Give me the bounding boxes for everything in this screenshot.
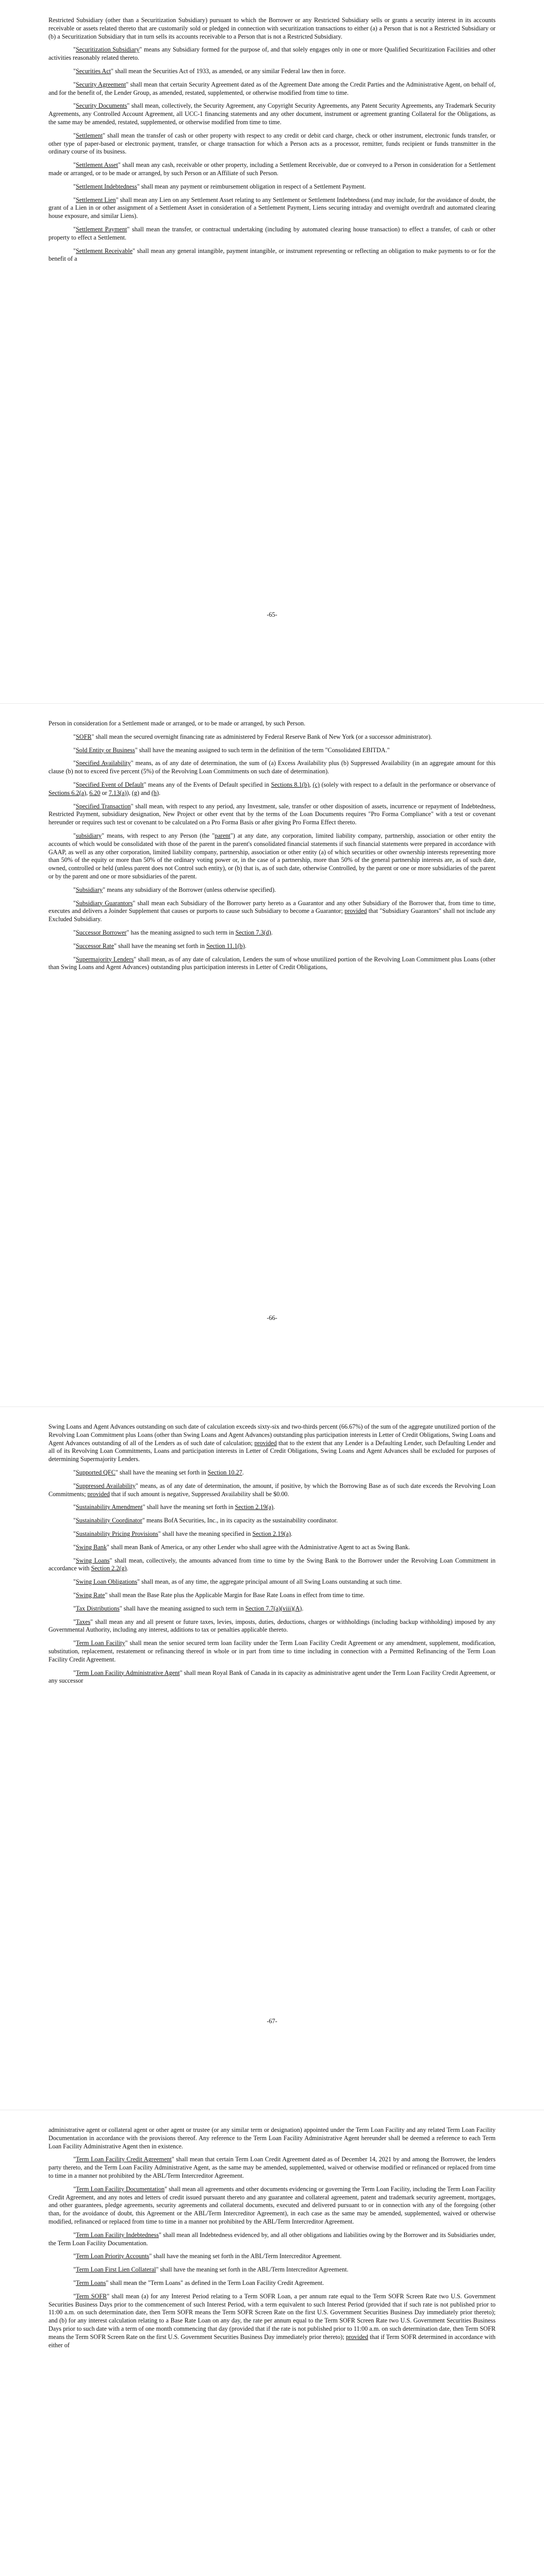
underlined-term: provided — [344, 907, 367, 915]
paragraph-text: " — [73, 196, 76, 204]
underlined-term: 7.13(a) — [108, 789, 127, 796]
paragraph-text: " shall mean, as of any date of calculation, Lenders the sum of whose unutilized portion of the Revolving Loan Commitment plus Loans (other than Swing Loans and Agent Advances) outstanding plus participation interests in Letter of Credit Obligations, — [48, 955, 496, 971]
paragraph-text: " shall mean, with respect to any period, any Investment, sale, transfer or other disposition of assets, incurrence or repayment of Indebtedness, Restricted Payment, subsidiary designation, New Project or other event that by the terms of the Loan Documents requires "Pro Forma Compliance" with a test or covenant hereunder or requires such test or covenant to be calculated on a Pro Forma Basis or after giving Pro Forma Effect thereto. — [48, 802, 496, 826]
paragraph-text: " shall mean the "Term Loans" as defined in the Term Loan Facility Credit Agreement. — [106, 2279, 324, 2286]
paragraph-text: " means any subsidiary of the Borrower (unless otherwise specified). — [103, 886, 276, 893]
paragraph-text: ") at any date, any corporation, limited liability company, partnership, association or other entity the accounts of which would be consolidated with those of the parent in the parent's consolidated financial statements if such financial statements were prepared in accordance with GAAP, as well as any other corporation, limited liability company, partnership, association or other entity (a) of which securities or other ownership interests representing more than 50% of the equity or more than 50% of the ordinary voting power or, in the case of a partnership, more than 50% of the general partnership interests are, as of such date, owned, controlled or held (unless parent does not Control such entity), or (b) that is, as of such date, otherwise Controlled, by the parent or one or more subsidiaries of the parent or by the parent and one or more subsidiaries of the parent. — [48, 832, 496, 880]
definition-paragraph — [48, 2156, 496, 2180]
definition-paragraph — [48, 196, 496, 221]
definition-paragraph — [48, 803, 496, 827]
definition-paragraph — [48, 102, 496, 126]
paragraph-text: " shall have the meaning assigned to such term in — [119, 1604, 245, 1612]
underlined-term: Settlement Lien — [75, 196, 116, 204]
definition-paragraph — [48, 247, 496, 264]
paragraph-text: " — [73, 1669, 76, 1676]
definition-paragraph — [48, 747, 496, 755]
paragraph-text: administrative agent or collateral agent or other agent or trustee (or any similar term or designation) appointed under the Term Loan Facility and any related Term Loan Facility Documentation in accordance with the provisions thereof. Any reference to the Term Loan Facility Administrative Agent hereunder shall be deemed a reference to each Term Loan Facility Administrative Agent then in existence. — [48, 2126, 496, 2150]
definition-paragraph — [48, 1482, 496, 1499]
underlined-term: Security Agreement — [75, 80, 126, 88]
paragraph-text: " — [73, 955, 76, 963]
definition-paragraph — [48, 1578, 496, 1586]
underlined-term: parent — [215, 832, 230, 839]
paragraph-text: " shall have the meaning specified in — [158, 1530, 253, 1537]
underlined-term: Settlement Asset — [75, 161, 118, 169]
underlined-term: Subsidiary — [75, 886, 103, 893]
paragraph-text: " — [73, 2231, 76, 2239]
paragraph-text: " shall mean all Indebtedness evidenced by, and all other obligations and liabilities owing by the Borrower and its Subsidiaries under, the Term Loan Facility Documentation. — [48, 2231, 496, 2247]
paragraph-text: that if Term SOFR determined in accordance with either of — [48, 2333, 496, 2349]
underlined-term: Supermajority Lenders — [75, 955, 134, 963]
underlined-term: Settlement Payment — [75, 225, 127, 233]
paragraph-text: Swing Loans and Agent Advances outstanding on such date of calculation exceeds sixty-six and two-thirds percent (66.67%) of the sum of the aggregate unutilized portion of the Revolving Loan Commitment plus Loans (other than Swing Loans and Agent Advances) outstanding plus participation interests in Letter of Credit Obligations, Swing Loans and Agent Advances outstanding of all of the Lenders as of such date of calculation; — [48, 1423, 496, 1447]
paragraph-text: " — [73, 781, 76, 788]
underlined-term: Securitization Subsidiary — [75, 46, 140, 54]
paragraph-text: " — [73, 1468, 76, 1476]
definition-paragraph — [48, 16, 496, 41]
paragraph-text: " shall mean each Subsidiary of the Borrower party hereto as a Guarantor and any other Subsidiary of the Borrower that, from time to time, executes and delivers a Joinder Supplement that causes or purports to cause such Subsidiary to become a Guarantor; — [48, 899, 496, 915]
underlined-term: Term Loan Facility Documentation — [75, 2185, 165, 2193]
paragraph-text: " — [73, 1530, 76, 1537]
definition-paragraph — [48, 1517, 496, 1525]
paragraph-text: " — [73, 2292, 76, 2300]
definition-paragraph — [48, 1469, 496, 1477]
paragraph-text: " — [73, 1578, 76, 1586]
paragraph-text: " — [73, 1618, 76, 1625]
underlined-term: Securities Act — [75, 67, 111, 75]
underlined-term: provided — [87, 1490, 110, 1498]
paragraph-text: (solely with respect to a default in the performance or observance of — [319, 781, 496, 788]
underlined-term: Section 7.7(a)(viii)(A) — [245, 1604, 302, 1612]
page-body — [48, 16, 496, 268]
underlined-term: Sustainability Amendment — [75, 1503, 143, 1511]
underlined-term: Settlement — [75, 131, 103, 139]
definition-paragraph — [48, 759, 496, 776]
paragraph-text: " — [73, 928, 76, 936]
paragraph-text: " shall mean, collectively, the Security Agreement, any Copyright Security Agreements, any Patent Security Agreements, any Trademark Security Agreements, any Controlled Account Agreement, all UCC-1 financing statements and any other document, instrument or agreement granting Collateral for the Obligations, as the same may be amended, restated, supplemented, or otherwise modified from time to time. — [48, 102, 496, 126]
definition-paragraph — [48, 1605, 496, 1613]
underlined-term: Taxes — [75, 1618, 91, 1625]
page — [0, 703, 544, 1406]
definition-paragraph — [48, 46, 496, 62]
paragraph-text: " has the meaning assigned to such term in — [126, 928, 236, 936]
paragraph-text: " — [73, 46, 76, 54]
paragraph-text: " shall mean Royal Bank of Canada in its capacity as administrative agent under the Term Loan Facility Credit Agreement, or any successor — [48, 1669, 496, 1685]
definition-paragraph — [48, 886, 496, 894]
paragraph-text: " — [73, 80, 76, 88]
paragraph-text: " — [73, 67, 76, 75]
underlined-term: Subsidiary Guarantors — [75, 899, 133, 907]
definition-paragraph — [48, 2279, 496, 2287]
definition-paragraph — [48, 81, 496, 97]
paragraph-text: " — [73, 225, 76, 233]
paragraph-text: . — [242, 1468, 244, 1476]
definition-paragraph — [48, 900, 496, 924]
definition-paragraph — [48, 1639, 496, 1664]
underlined-term: Swing Loans — [75, 1556, 110, 1564]
page-body — [48, 720, 496, 977]
underlined-term: Swing Loan Obligations — [75, 1578, 138, 1586]
definition-paragraph — [48, 1530, 496, 1538]
paragraph-text: " shall mean that certain Term Loan Credit Agreement dated as of December 14, 2021 by and among the Borrower, the lenders party thereto, and the Term Loan Facility Administrative Agent, as the same may be amended, supplemented, waived or otherwise modified or refinanced or replaced from time to time in a manner not prohibited by the ABL/Term Intercreditor Agreement. — [48, 2156, 496, 2179]
paragraph-text: that to the extent that any Lender is a Defaulting Lender, such Defaulting Lender and all of its Revolving Loan Commitments, Loans and participation interests in Letter of Credit Obligations, Swing Loans and Agent Advances shall be excluded for purposes of determining Supermajority Lenders. — [48, 1439, 496, 1463]
underlined-term: Term Loan First Lien Collateral — [75, 2266, 156, 2274]
paragraph-text: " means any Subsidiary formed for the purpose of, and that solely engages only in one or more Qualified Securitization Facilities and other activities reasonably related thereto. — [48, 46, 496, 62]
paragraph-text: " shall mean, as of any time, the aggregate principal amount of all Swing Loans outstanding at such time. — [137, 1578, 402, 1586]
paragraph-text: . — [126, 1565, 128, 1572]
underlined-term: Sections 6.2(a) — [48, 789, 87, 796]
underlined-term: Swing Bank — [75, 1543, 107, 1551]
definition-paragraph — [48, 1544, 496, 1552]
paragraph-text: " — [73, 1543, 76, 1551]
paragraph-text: " — [73, 131, 76, 139]
underlined-term: Swing Rate — [75, 1591, 105, 1599]
underlined-term: (g) — [131, 789, 140, 796]
definition-paragraph — [48, 132, 496, 156]
paragraph-text: " means BofA Securities, Inc., in its capacity as the sustainability coordinator. — [142, 1517, 338, 1524]
underlined-term: Suppressed Availability — [75, 1482, 136, 1489]
paragraph-text: " shall have the meaning set forth in — [142, 1503, 235, 1511]
paragraph-text: " — [73, 1503, 76, 1511]
paragraph-text: " shall mean the secured overnight financing rate as administered by Federal Reserve Bank of New York (or a successor administrator). — [91, 733, 432, 740]
paragraph-text: " shall mean the Base Rate plus the Applicable Margin for Base Rate Loans in effect from time to time. — [105, 1591, 365, 1599]
paragraph-text: " — [73, 886, 76, 893]
paragraph-text: " shall mean any cash, receivable or other property, including a Settlement Receivable, due or conveyed to a Person in consideration for a Settlement made or arranged, or to be made or arranged, by such Person or an Affiliate of such Person. — [48, 161, 496, 177]
paragraph-text: , — [309, 781, 313, 788]
paragraph-text: " shall mean the transfer of cash or other property with respect to any credit or debit card charge, check or other instrument, electronic funds transfer, or other type of paper-based or electronic payment, transfer, or charge transaction for which a Person acts as a processor, remitter, funds recipient or funds transmitter in the ordinary course of its business. — [48, 131, 496, 156]
underlined-term: Term Loan Facility — [75, 1639, 125, 1647]
paragraph-text: " means, as of any date of determination, the sum of (a) Excess Availability plus (b) Suppressed Availability (in an aggregate amount for this clause (b) not to exceed five percent (5%) of the Revolving Loan Commitments on such date of determination). — [48, 759, 496, 775]
paragraph-text: " — [73, 247, 76, 255]
paragraph-text: " shall mean (a) for any Interest Period relating to a Term SOFR Loan, a per annum rate equal to the Term SOFR Screen Rate two U.S. Government Securities Business Days prior to the commencement of such Interest Period, with a term equivalent to such Interest Period (provided that if such rate is not published prior to 11:00 a.m. on such determination date, then Term SOFR means the Term SOFR Screen Rate on the first U.S. Government Securities Business Day immediately prior thereto); and (b) for any interest calculation relating to a Base Rate Loan on any day, the rate per annum equal to the Term SOFR Screen Rate two U.S. Government Securities Business Days prior to such date with a term of one month commencing that day (provided that if the rate is not published prior to 11:00 a.m. on such determination date, then Term SOFR means the Term SOFR Screen Rate on the first U.S. Government Securities Business Day immediately prior thereto); — [48, 2292, 496, 2341]
paragraph-text: " — [73, 2185, 76, 2193]
definition-paragraph — [48, 2252, 496, 2261]
definition-paragraph — [48, 1503, 496, 1512]
paragraph-text: " — [73, 182, 76, 190]
paragraph-text: or — [100, 789, 109, 796]
paragraph-text: " — [73, 2156, 76, 2163]
underlined-term: Specified Event of Default — [75, 781, 144, 788]
paragraph-text: . — [244, 942, 246, 950]
paragraph-text: " — [73, 746, 76, 754]
paragraph-text: " shall mean any general intangible, payment intangible, or instrument representing or reflecting an obligation to make payments to or for the benefit of a — [48, 247, 496, 263]
underlined-term: Section 2.19(a) — [252, 1530, 291, 1537]
page — [0, 0, 544, 703]
paragraph-text: " shall mean the transfer, or contractual undertaking (including by automated clearing house transaction) to effect a transfer, of cash or other property to effect a Settlement. — [48, 225, 496, 241]
underlined-term: Settlement Receivable — [75, 247, 133, 255]
paragraph-text: . — [302, 1604, 304, 1612]
paragraph-text: " — [73, 759, 76, 767]
underlined-term: Term Loan Facility Administrative Agent — [75, 1669, 180, 1676]
underlined-term: Term Loan Priority Accounts — [75, 2252, 150, 2260]
page-number: -65- — [267, 611, 277, 618]
paragraph-text: " means any of the Events of Default specified in — [143, 781, 271, 788]
paragraph-text: that "Subsidiary Guarantors" shall not include any Excluded Subsidiary. — [48, 907, 496, 923]
paragraph-text: " — [73, 942, 76, 950]
underlined-term: Sustainability Coordinator — [75, 1517, 142, 1524]
paragraph-text: " — [73, 802, 76, 810]
underlined-term: Successor Rate — [75, 942, 114, 950]
definition-paragraph — [48, 2185, 496, 2226]
paragraph-text: " — [73, 1556, 76, 1564]
definition-paragraph — [48, 929, 496, 937]
paragraph-text: " shall mean the senior secured term loan facility under the Term Loan Facility Credit Agreement or any amendment, supplement, modification, substitution, replacement, restatement or refinancing thereof in whole or in part from time to time including in connection with a Permitted Refinancing of the Term Loan Facility Credit Agreement. — [48, 1639, 496, 1663]
paragraph-text: " — [73, 899, 76, 907]
underlined-term: Section 2.19(a) — [235, 1503, 274, 1511]
underlined-term: Sections 8.1(b) — [271, 781, 309, 788]
paragraph-text: " shall have the meaning set forth in the ABL/Term Intercreditor Agreement. — [156, 2266, 349, 2274]
page-body — [48, 1423, 496, 1690]
definition-paragraph — [48, 956, 496, 972]
paragraph-text: . — [290, 1530, 292, 1537]
paragraph-text: Restricted Subsidiary (other than a Securitization Subsidiary) pursuant to which the Borrower or any Restricted Subsidiary sells or grants a security interest in its accounts receivable or assets related thereto that are customarily sold or pledged in connection with securitization transactions to either (a) a Person that is not a Restricted Subsidiary or (b) a Securitization Subsidiary that in turn sells its accounts receivable to a Person that is not a Restricted Subsidiary. — [48, 16, 496, 40]
underlined-term: Sustainability Pricing Provisions — [75, 1530, 158, 1537]
paragraph-text: " — [73, 102, 76, 110]
underlined-term: Section 11.1(b) — [206, 942, 245, 950]
definition-paragraph — [48, 2126, 496, 2150]
underlined-term: Term Loans — [75, 2279, 106, 2286]
underlined-term: Tax Distributions — [75, 1604, 120, 1612]
underlined-term: Section 2.2(g) — [91, 1565, 127, 1572]
definition-paragraph — [48, 1669, 496, 1686]
definition-paragraph — [48, 1591, 496, 1600]
underlined-term: Settlement Indebtedness — [75, 182, 137, 190]
paragraph-text: " — [73, 1517, 76, 1524]
paragraph-text: . — [273, 1503, 275, 1511]
underlined-term: Section 10.27 — [207, 1468, 242, 1476]
paragraph-text: " shall have the meaning set forth in the ABL/Term Intercreditor Agreement. — [149, 2252, 342, 2260]
definition-paragraph — [48, 67, 496, 76]
underlined-term: SOFR — [75, 733, 92, 740]
paragraph-text: " — [73, 2266, 76, 2274]
paragraph-text: " shall mean all agreements and other documents evidencing or governing the Term Loan Facility, including the Term Loan Facility Credit Agreement, and any notes and letters of credit issued pursuant thereto and any guarantee and collateral agreement, patent and trademark security agreement, mortgages, and other guarantees, pledge agreements, security agreements and collateral documents, executed and delivered pursuant to or in connection with any of the foregoing (other than, for the avoidance of doubt, this Agreement or the ABL/Term Intercreditor Agreement), in each case as the same may be amended, supplemented, waived or otherwise modified, refinanced or replaced from time to time in a manner not prohibited by the ABL/Term Intercreditor Agreement. — [48, 2185, 496, 2225]
page-separator — [0, 703, 544, 704]
underlined-term: subsidiary — [75, 832, 102, 839]
page-separator — [0, 1406, 544, 1407]
underlined-term: Term Loan Facility Indebtedness — [75, 2231, 159, 2239]
paragraph-text: . — [158, 789, 160, 796]
paragraph-text: Person in consideration for a Settlement made or arranged, or to be made or arranged, by such Person. — [48, 720, 306, 727]
paragraph-text: " means, as of any date of determination, the amount, if positive, by which the Borrowing Base as of such date exceeds the Revolving Loan Commitments; — [48, 1482, 496, 1498]
underlined-term: Security Documents — [75, 102, 127, 110]
definition-paragraph — [48, 942, 496, 951]
underlined-term: Term Loan Facility Credit Agreement — [75, 2156, 172, 2163]
definition-paragraph — [48, 832, 496, 881]
definition-paragraph — [48, 1423, 496, 1464]
definition-paragraph — [48, 161, 496, 178]
underlined-term: (h) — [151, 789, 159, 796]
definition-paragraph — [48, 2231, 496, 2248]
definition-paragraph — [48, 226, 496, 242]
underlined-term: provided — [254, 1439, 277, 1447]
page-body — [48, 2126, 496, 2354]
underlined-term: 6.20 — [89, 789, 101, 796]
definition-paragraph — [48, 720, 496, 728]
definition-paragraph — [48, 183, 496, 191]
definition-paragraph — [48, 2266, 496, 2274]
paragraph-text: " shall mean Bank of America, or any other Lender who shall agree with the Administrative Agent to act as Swing Bank. — [106, 1543, 410, 1551]
paragraph-text: " shall mean that certain Security Agreement dated as of the Agreement Date among the Credit Parties and the Administrative Agent, on behalf of, and for the benefit of, the Lender Group, as amended, restated, supplemented, or otherwise modified from time to time. — [48, 80, 496, 96]
paragraph-text: " shall have the meaning set forth in — [114, 942, 207, 950]
paragraph-text: " means, with respect to any Person (the " — [102, 832, 215, 839]
definition-paragraph — [48, 733, 496, 741]
paragraph-text: " shall mean any Lien on any Settlement Asset relating to any Settlement or Settlement Indebtedness (and may include, for the avoidance of doubt, the grant of a Lien in or other assignment of a Settlement Asset in consideration of a Settlement Payment, Liens securing intraday and overnight overdraft and automated clearing house exposure, and similar Liens). — [48, 196, 496, 220]
paragraph-text: " shall have the meaning assigned to such term in the definition of the term "Consolidated EBITDA." — [135, 746, 390, 754]
paragraph-text: . — [271, 928, 273, 936]
paragraph-text: that if such amount is negative, Suppressed Availability shall be $0.00. — [109, 1490, 289, 1498]
underlined-term: Term SOFR — [75, 2292, 107, 2300]
underlined-term: Specified Availability — [75, 759, 131, 767]
underlined-term: provided — [345, 2333, 369, 2341]
paragraph-text: " — [73, 1482, 76, 1489]
paragraph-text: " — [73, 1604, 76, 1612]
definition-paragraph — [48, 781, 496, 798]
paragraph-text: " — [73, 2252, 76, 2260]
page — [0, 1406, 544, 2110]
definition-paragraph — [48, 1618, 496, 1635]
paragraph-text: " — [73, 1639, 76, 1647]
paragraph-text: " — [73, 161, 76, 169]
definition-paragraph — [48, 2293, 496, 2350]
paragraph-text: " — [73, 832, 76, 839]
paragraph-text: " shall mean the Securities Act of 1933, as amended, or any similar Federal law then in force. — [111, 67, 346, 75]
paragraph-text: " shall mean any payment or reimbursement obligation in respect of a Settlement Payment. — [137, 182, 366, 190]
page — [0, 2110, 544, 2576]
underlined-term: Supported QFC — [75, 1468, 116, 1476]
page-number: -66- — [267, 1314, 277, 1321]
definition-paragraph — [48, 1557, 496, 1573]
underlined-term: (c) — [312, 781, 320, 788]
underlined-term: Sold Entity or Business — [75, 746, 135, 754]
page-number: -67- — [267, 2018, 277, 2025]
paragraph-text: " shall mean any and all present or future taxes, levies, imposts, duties, deductions, charges or withholdings (including backup withholding) imposed by any Governmental Authority, including any interest, additions to tax or penalties applicable thereto. — [48, 1618, 496, 1634]
paragraph-text: , — [86, 789, 90, 796]
underlined-term: Successor Borrower — [75, 928, 127, 936]
paragraph-text: " — [73, 1591, 76, 1599]
underlined-term: Specified Transaction — [75, 802, 131, 810]
underlined-term: Section 7.3(d) — [235, 928, 271, 936]
paragraph-text: " shall have the meaning set forth in — [115, 1468, 208, 1476]
paragraph-text: " — [73, 2279, 76, 2286]
paragraph-text: " — [73, 733, 76, 740]
paragraph-text: ), — [126, 789, 132, 796]
paragraph-text: " shall mean, collectively, the amounts advanced from time to time by the Swing Bank to the Borrower under the Revolving Loan Commitment in accordance with — [48, 1556, 496, 1572]
paragraph-text: and — [139, 789, 152, 796]
